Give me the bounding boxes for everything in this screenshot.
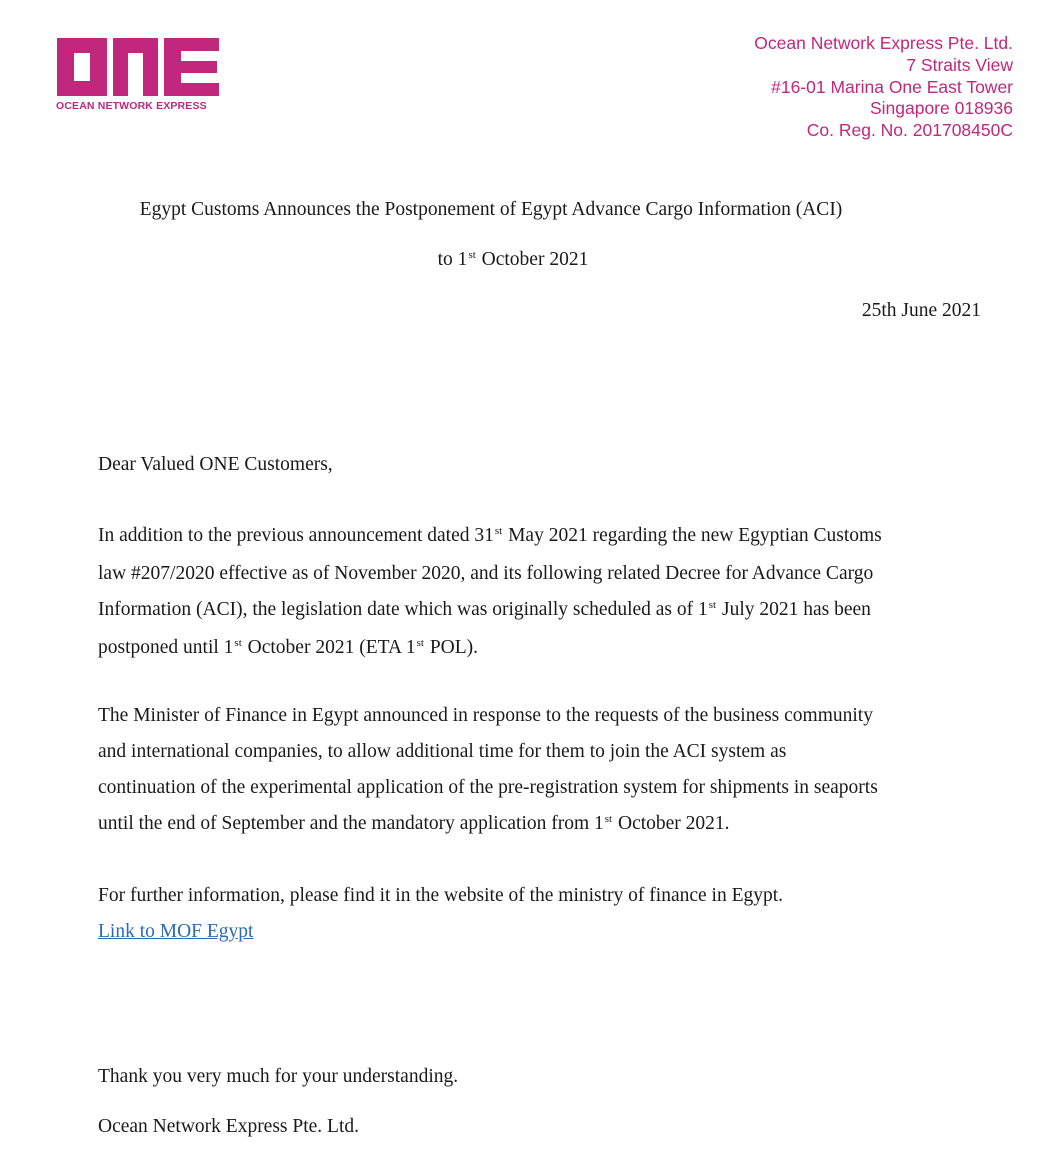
address-company-name: Ocean Network Express Pte. Ltd.: [754, 33, 1013, 53]
paragraph-line: until the end of September and the mandatory application from 1st October 2021.: [98, 813, 730, 834]
mof-egypt-link[interactable]: Link to MOF Egypt: [98, 921, 254, 942]
document-title-line2: to 1st October 2021: [437, 249, 589, 270]
paragraph-line: and international companies, to allow additional time for them to join the ACI system as: [98, 741, 787, 762]
one-logo-mark: [56, 38, 220, 96]
closing-signature: Ocean Network Express Pte. Ltd.: [98, 1116, 360, 1137]
address-street: 7 Straits View: [906, 54, 1013, 75]
greeting: Dear Valued ONE Customers,: [98, 454, 333, 475]
address-building: #16-01 Marina One East Tower: [771, 76, 1013, 97]
document-date: 25th June 2021: [861, 300, 981, 321]
paragraph-line: law #207/2020 effective as of November 2020, and its following related Decree for Advance Cargo: [98, 563, 874, 584]
paragraph-line: In addition to the previous announcement dated 31st May 2021 regarding the new Egyptian Customs: [98, 525, 882, 546]
paragraph-line: The Minister of Finance in Egypt announced in response to the requests of the business community: [98, 705, 873, 726]
paragraph-line: For further information, please find it in the website of the ministry of finance in Egypt.: [98, 885, 784, 906]
address-reg-number: Co. Reg. No. 201708450C: [806, 120, 1013, 141]
paragraph-announcement: [98, 518, 998, 668]
one-logo: [56, 38, 220, 114]
paragraph-line: postponed until 1st October 2021 (ETA 1st POL).: [98, 637, 479, 658]
paragraph-line: Information (ACI), the legislation date which was originally scheduled as of 1st July 2021 has been: [98, 599, 871, 620]
company-address: [754, 33, 1013, 142]
paragraph-line: continuation of the experimental application of the pre-registration system for shipments in seaports: [98, 777, 878, 798]
paragraph-further-info: [98, 878, 998, 950]
address-city: Singapore 018936: [869, 98, 1013, 119]
logo-subtitle: OCEAN NETWORK EXPRESS: [56, 100, 207, 112]
paragraph-minister: [98, 698, 998, 844]
closing-thanks: Thank you very much for your understanding.: [98, 1066, 459, 1087]
document-title: Egypt Customs Announces the Postponement of Egypt Advance Cargo Information (ACI): [139, 199, 843, 220]
